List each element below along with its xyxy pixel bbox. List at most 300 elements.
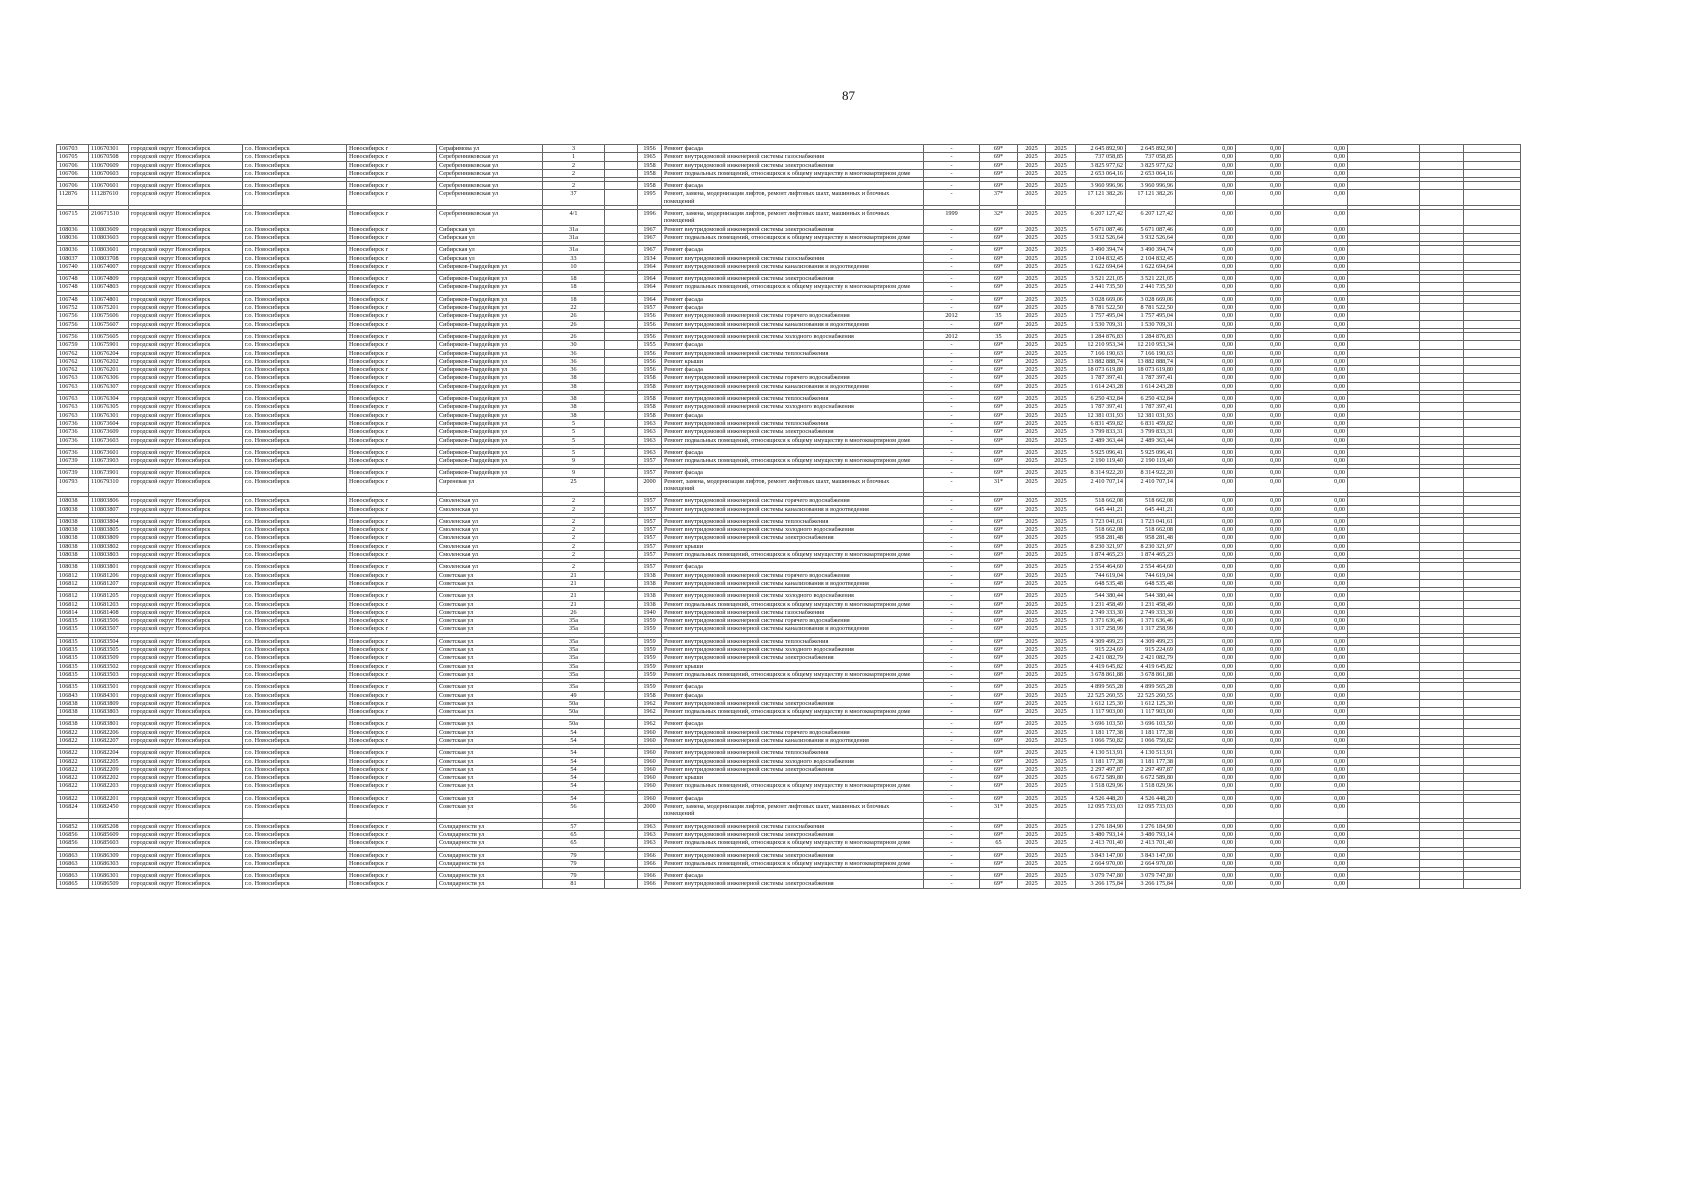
cell-plan-year-to: 2025 bbox=[1046, 477, 1076, 493]
cell-work-id: 110673604 bbox=[89, 419, 129, 427]
cell-work-id: 110682202 bbox=[89, 774, 129, 782]
table-row bbox=[57, 403, 1521, 411]
cell-municipality: городской округ Новосибирск bbox=[129, 851, 243, 859]
table-row bbox=[57, 374, 1521, 382]
cell-total-cost: 1 181 177,38 bbox=[1076, 757, 1126, 765]
cell-built-year: 1966 bbox=[638, 859, 662, 867]
cell-last-repair-year: - bbox=[924, 720, 980, 728]
cell-last-repair-year: - bbox=[924, 182, 980, 190]
cell-fund-cost: 645 441,21 bbox=[1126, 505, 1176, 513]
cell-budget-federal: 0,00 bbox=[1176, 691, 1236, 699]
cell-budget-federal: 0,00 bbox=[1176, 600, 1236, 608]
cell-work-type: Ремонт подвальных помещений, относящихся к общему имуществу в многоквартирном доме bbox=[662, 436, 924, 444]
cell-house-number: 1 bbox=[543, 153, 605, 161]
cell-plan-year-from: 2025 bbox=[1018, 332, 1046, 340]
cell-wear: 69* bbox=[980, 608, 1018, 616]
cell-extra-a bbox=[1348, 497, 1420, 505]
cell-total-cost: 3 678 861,88 bbox=[1076, 670, 1126, 678]
cell-fund-cost: 3 678 861,88 bbox=[1126, 670, 1176, 678]
cell-building bbox=[605, 670, 638, 678]
cell-wear: 69* bbox=[980, 691, 1018, 699]
cell-last-repair-year: - bbox=[924, 563, 980, 571]
cell-fund-cost: 1 181 177,38 bbox=[1126, 757, 1176, 765]
cell-house-id: 106739 bbox=[57, 469, 89, 477]
cell-plan-year-to: 2025 bbox=[1046, 395, 1076, 403]
cell-city: Новосибирск г bbox=[347, 304, 437, 312]
cell-built-year: 1963 bbox=[638, 419, 662, 427]
cell-settlement: г.о. Новосибирск bbox=[243, 403, 347, 411]
cell-city: Новосибирск г bbox=[347, 448, 437, 456]
cell-budget-local: 0,00 bbox=[1284, 872, 1348, 880]
cell-work-id: 110685603 bbox=[89, 839, 129, 847]
cell-total-cost: 1 614 243,28 bbox=[1076, 382, 1126, 390]
cell-extra-b bbox=[1420, 436, 1464, 444]
cell-budget-local: 0,00 bbox=[1284, 295, 1348, 303]
cell-settlement: г.о. Новосибирск bbox=[243, 534, 347, 542]
cell-street: Советская ул bbox=[437, 749, 543, 757]
cell-budget-regional: 0,00 bbox=[1236, 579, 1284, 587]
cell-building bbox=[605, 332, 638, 340]
cell-settlement: г.о. Новосибирск bbox=[243, 765, 347, 773]
cell-extra-b bbox=[1420, 782, 1464, 790]
cell-total-cost: 1 787 397,41 bbox=[1076, 374, 1126, 382]
cell-wear: 69* bbox=[980, 757, 1018, 765]
cell-built-year: 1960 bbox=[638, 765, 662, 773]
cell-last-repair-year: - bbox=[924, 822, 980, 830]
cell-settlement: г.о. Новосибирск bbox=[243, 145, 347, 153]
cell-total-cost: 1 276 184,90 bbox=[1076, 822, 1126, 830]
cell-extra-c bbox=[1464, 169, 1521, 177]
cell-extra-a bbox=[1348, 210, 1420, 226]
cell-built-year: 1956 bbox=[638, 312, 662, 320]
cell-house-id: 106835 bbox=[57, 654, 89, 662]
cell-budget-regional: 0,00 bbox=[1236, 872, 1284, 880]
cell-wear: 69* bbox=[980, 341, 1018, 349]
cell-city: Новосибирск г bbox=[347, 169, 437, 177]
cell-extra-a bbox=[1348, 794, 1420, 802]
cell-extra-a bbox=[1348, 608, 1420, 616]
cell-house-id: 106756 bbox=[57, 320, 89, 328]
cell-built-year: 1940 bbox=[638, 608, 662, 616]
cell-plan-year-to: 2025 bbox=[1046, 332, 1076, 340]
cell-extra-b bbox=[1420, 283, 1464, 291]
cell-plan-year-from: 2025 bbox=[1018, 190, 1046, 206]
cell-municipality: городской округ Новосибирск bbox=[129, 395, 243, 403]
cell-municipality: городской округ Новосибирск bbox=[129, 497, 243, 505]
cell-extra-b bbox=[1420, 830, 1464, 838]
cell-wear: 69* bbox=[980, 830, 1018, 838]
cell-total-cost: 8 230 321,97 bbox=[1076, 542, 1126, 550]
cell-city: Новосибирск г bbox=[347, 469, 437, 477]
cell-budget-federal: 0,00 bbox=[1176, 395, 1236, 403]
cell-extra-c bbox=[1464, 190, 1521, 206]
cell-total-cost: 12 381 031,93 bbox=[1076, 411, 1126, 419]
cell-fund-cost: 6 250 432,84 bbox=[1126, 395, 1176, 403]
cell-settlement: г.о. Новосибирск bbox=[243, 757, 347, 765]
cell-built-year: 1955 bbox=[638, 341, 662, 349]
cell-house-number: 35а bbox=[543, 637, 605, 645]
cell-extra-c bbox=[1464, 646, 1521, 654]
cell-extra-c bbox=[1464, 457, 1521, 465]
cell-built-year: 1959 bbox=[638, 654, 662, 662]
cell-last-repair-year: - bbox=[924, 448, 980, 456]
cell-extra-a bbox=[1348, 625, 1420, 633]
cell-plan-year-from: 2025 bbox=[1018, 246, 1046, 254]
cell-building bbox=[605, 145, 638, 153]
cell-street: Сибиряков-Гвардейцев ул bbox=[437, 411, 543, 419]
cell-house-number: 35а bbox=[543, 683, 605, 691]
cell-plan-year-to: 2025 bbox=[1046, 803, 1076, 819]
cell-plan-year-from: 2025 bbox=[1018, 374, 1046, 382]
cell-extra-c bbox=[1464, 592, 1521, 600]
cell-total-cost: 13 882 888,74 bbox=[1076, 357, 1126, 365]
cell-wear: 69* bbox=[980, 169, 1018, 177]
cell-budget-federal: 0,00 bbox=[1176, 505, 1236, 513]
cell-street: Сибиряков-Гвардейцев ул bbox=[437, 341, 543, 349]
table-row bbox=[57, 662, 1521, 670]
cell-total-cost: 3 960 996,96 bbox=[1076, 182, 1126, 190]
cell-street: Советская ул bbox=[437, 728, 543, 736]
cell-house-number: 31а bbox=[543, 246, 605, 254]
cell-total-cost: 1 518 029,96 bbox=[1076, 782, 1126, 790]
table-row bbox=[57, 670, 1521, 678]
cell-last-repair-year: - bbox=[924, 670, 980, 678]
cell-municipality: городской округ Новосибирск bbox=[129, 419, 243, 427]
cell-work-id: 110803809 bbox=[89, 534, 129, 542]
cell-plan-year-to: 2025 bbox=[1046, 145, 1076, 153]
cell-budget-regional: 0,00 bbox=[1236, 646, 1284, 654]
cell-street: Советская ул bbox=[437, 637, 543, 645]
cell-house-id: 106824 bbox=[57, 803, 89, 819]
cell-last-repair-year: - bbox=[924, 830, 980, 838]
cell-plan-year-to: 2025 bbox=[1046, 366, 1076, 374]
cell-budget-regional: 0,00 bbox=[1236, 254, 1284, 262]
cell-work-id: 110803603 bbox=[89, 233, 129, 241]
cell-municipality: городской округ Новосибирск bbox=[129, 332, 243, 340]
cell-extra-b bbox=[1420, 469, 1464, 477]
cell-budget-federal: 0,00 bbox=[1176, 880, 1236, 888]
cell-work-id: 110681206 bbox=[89, 571, 129, 579]
cell-extra-a bbox=[1348, 254, 1420, 262]
cell-municipality: городской округ Новосибирск bbox=[129, 654, 243, 662]
cell-house-id: 106835 bbox=[57, 683, 89, 691]
cell-budget-federal: 0,00 bbox=[1176, 312, 1236, 320]
cell-plan-year-to: 2025 bbox=[1046, 457, 1076, 465]
cell-budget-regional: 0,00 bbox=[1236, 803, 1284, 819]
cell-built-year: 1958 bbox=[638, 182, 662, 190]
cell-plan-year-to: 2025 bbox=[1046, 691, 1076, 699]
cell-plan-year-to: 2025 bbox=[1046, 822, 1076, 830]
cell-budget-local: 0,00 bbox=[1284, 190, 1348, 206]
cell-building bbox=[605, 312, 638, 320]
cell-wear: 69* bbox=[980, 822, 1018, 830]
cell-extra-a bbox=[1348, 822, 1420, 830]
cell-budget-federal: 0,00 bbox=[1176, 341, 1236, 349]
cell-settlement: г.о. Новосибирск bbox=[243, 749, 347, 757]
cell-house-number: 3 bbox=[543, 145, 605, 153]
cell-fund-cost: 2 664 970,00 bbox=[1126, 859, 1176, 867]
cell-budget-local: 0,00 bbox=[1284, 720, 1348, 728]
cell-wear: 69* bbox=[980, 182, 1018, 190]
cell-total-cost: 3 825 977,62 bbox=[1076, 161, 1126, 169]
cell-house-id: 106812 bbox=[57, 592, 89, 600]
cell-budget-local: 0,00 bbox=[1284, 403, 1348, 411]
cell-settlement: г.о. Новосибирск bbox=[243, 448, 347, 456]
cell-extra-c bbox=[1464, 859, 1521, 867]
cell-last-repair-year: - bbox=[924, 617, 980, 625]
cell-building bbox=[605, 720, 638, 728]
cell-total-cost: 18 073 619,80 bbox=[1076, 366, 1126, 374]
cell-plan-year-from: 2025 bbox=[1018, 822, 1046, 830]
cell-city: Новосибирск г bbox=[347, 182, 437, 190]
cell-budget-local: 0,00 bbox=[1284, 210, 1348, 226]
cell-wear: 69* bbox=[980, 749, 1018, 757]
cell-plan-year-from: 2025 bbox=[1018, 403, 1046, 411]
cell-last-repair-year: - bbox=[924, 625, 980, 633]
cell-municipality: городской округ Новосибирск bbox=[129, 880, 243, 888]
cell-extra-c bbox=[1464, 600, 1521, 608]
cell-city: Новосибирск г bbox=[347, 774, 437, 782]
cell-plan-year-from: 2025 bbox=[1018, 720, 1046, 728]
cell-wear: 31* bbox=[980, 803, 1018, 819]
cell-house-number: 4/1 bbox=[543, 210, 605, 226]
cell-wear: 69* bbox=[980, 794, 1018, 802]
cell-settlement: г.о. Новосибирск bbox=[243, 526, 347, 534]
cell-total-cost: 4 309 499,23 bbox=[1076, 637, 1126, 645]
cell-work-id: 110683503 bbox=[89, 670, 129, 678]
cell-work-id: 110803803 bbox=[89, 551, 129, 559]
cell-fund-cost: 1 066 750,82 bbox=[1126, 737, 1176, 745]
cell-building bbox=[605, 625, 638, 633]
cell-extra-a bbox=[1348, 320, 1420, 328]
cell-fund-cost: 12 095 733,03 bbox=[1126, 803, 1176, 819]
cell-extra-b bbox=[1420, 341, 1464, 349]
cell-work-id: 110675901 bbox=[89, 341, 129, 349]
cell-plan-year-to: 2025 bbox=[1046, 551, 1076, 559]
cell-work-id: 110803805 bbox=[89, 526, 129, 534]
cell-city: Новосибирск г bbox=[347, 419, 437, 427]
cell-work-type: Ремонт фасада bbox=[662, 469, 924, 477]
cell-plan-year-from: 2025 bbox=[1018, 683, 1046, 691]
cell-extra-a bbox=[1348, 579, 1420, 587]
cell-extra-c bbox=[1464, 765, 1521, 773]
cell-built-year: 1963 bbox=[638, 839, 662, 847]
cell-building bbox=[605, 341, 638, 349]
cell-total-cost: 1 622 694,64 bbox=[1076, 262, 1126, 270]
cell-budget-local: 0,00 bbox=[1284, 477, 1348, 493]
cell-house-id: 106736 bbox=[57, 419, 89, 427]
cell-last-repair-year: - bbox=[924, 600, 980, 608]
cell-fund-cost: 1 276 184,90 bbox=[1126, 822, 1176, 830]
cell-extra-a bbox=[1348, 617, 1420, 625]
cell-total-cost: 2 413 701,40 bbox=[1076, 839, 1126, 847]
cell-plan-year-from: 2025 bbox=[1018, 851, 1046, 859]
cell-budget-regional: 0,00 bbox=[1236, 625, 1284, 633]
cell-plan-year-to: 2025 bbox=[1046, 859, 1076, 867]
cell-house-id: 106756 bbox=[57, 312, 89, 320]
cell-budget-federal: 0,00 bbox=[1176, 233, 1236, 241]
cell-work-type: Ремонт внутридомовой инженерной системы холодного водоснабжения bbox=[662, 403, 924, 411]
cell-fund-cost: 6 831 459,82 bbox=[1126, 419, 1176, 427]
cell-wear: 69* bbox=[980, 448, 1018, 456]
cell-plan-year-from: 2025 bbox=[1018, 341, 1046, 349]
cell-extra-b bbox=[1420, 859, 1464, 867]
cell-city: Новосибирск г bbox=[347, 737, 437, 745]
cell-municipality: городской округ Новосибирск bbox=[129, 765, 243, 773]
cell-extra-c bbox=[1464, 683, 1521, 691]
cell-settlement: г.о. Новосибирск bbox=[243, 382, 347, 390]
cell-plan-year-from: 2025 bbox=[1018, 708, 1046, 716]
cell-extra-a bbox=[1348, 880, 1420, 888]
cell-fund-cost: 1 317 258,99 bbox=[1126, 625, 1176, 633]
cell-last-repair-year: - bbox=[924, 341, 980, 349]
cell-fund-cost: 3 490 394,74 bbox=[1126, 246, 1176, 254]
cell-budget-federal: 0,00 bbox=[1176, 153, 1236, 161]
cell-street: Советская ул bbox=[437, 699, 543, 707]
cell-work-type: Ремонт внутридомовой инженерной системы холодного водоснабжения bbox=[662, 526, 924, 534]
cell-budget-regional: 0,00 bbox=[1236, 210, 1284, 226]
cell-street: Сибиряков-Гвардейцев ул bbox=[437, 395, 543, 403]
cell-building bbox=[605, 617, 638, 625]
cell-street: Советская ул bbox=[437, 782, 543, 790]
cell-street: Сибиряков-Гвардейцев ул bbox=[437, 275, 543, 283]
cell-extra-b bbox=[1420, 822, 1464, 830]
cell-settlement: г.о. Новосибирск bbox=[243, 436, 347, 444]
cell-city: Новосибирск г bbox=[347, 403, 437, 411]
cell-fund-cost: 8 230 321,97 bbox=[1126, 542, 1176, 550]
cell-extra-c bbox=[1464, 749, 1521, 757]
cell-built-year: 1963 bbox=[638, 436, 662, 444]
cell-wear: 69* bbox=[980, 419, 1018, 427]
cell-budget-federal: 0,00 bbox=[1176, 225, 1236, 233]
cell-built-year: 1958 bbox=[638, 169, 662, 177]
cell-extra-b bbox=[1420, 304, 1464, 312]
cell-municipality: городской округ Новосибирск bbox=[129, 320, 243, 328]
cell-house-id: 106740 bbox=[57, 262, 89, 270]
cell-city: Новосибирск г bbox=[347, 670, 437, 678]
cell-last-repair-year: - bbox=[924, 411, 980, 419]
cell-wear: 69* bbox=[980, 708, 1018, 716]
cell-house-number: 54 bbox=[543, 749, 605, 757]
table-row bbox=[57, 579, 1521, 587]
cell-house-number: 18 bbox=[543, 275, 605, 283]
cell-budget-local: 0,00 bbox=[1284, 448, 1348, 456]
cell-extra-c bbox=[1464, 830, 1521, 838]
cell-plan-year-to: 2025 bbox=[1046, 765, 1076, 773]
cell-city: Новосибирск г bbox=[347, 542, 437, 550]
cell-last-repair-year: - bbox=[924, 654, 980, 662]
cell-house-id: 106736 bbox=[57, 448, 89, 456]
cell-building bbox=[605, 579, 638, 587]
cell-work-id: 110803601 bbox=[89, 246, 129, 254]
cell-built-year: 1956 bbox=[638, 145, 662, 153]
cell-total-cost: 3 266 175,84 bbox=[1076, 880, 1126, 888]
cell-municipality: городской округ Новосибирск bbox=[129, 448, 243, 456]
cell-total-cost: 2 664 970,00 bbox=[1076, 859, 1126, 867]
cell-plan-year-to: 2025 bbox=[1046, 608, 1076, 616]
cell-built-year: 1960 bbox=[638, 794, 662, 802]
cell-last-repair-year: - bbox=[924, 382, 980, 390]
cell-plan-year-to: 2025 bbox=[1046, 592, 1076, 600]
cell-budget-regional: 0,00 bbox=[1236, 295, 1284, 303]
cell-extra-a bbox=[1348, 774, 1420, 782]
cell-last-repair-year: - bbox=[924, 395, 980, 403]
cell-work-type: Ремонт фасада bbox=[662, 872, 924, 880]
cell-building bbox=[605, 349, 638, 357]
cell-work-id: 110683501 bbox=[89, 683, 129, 691]
cell-budget-federal: 0,00 bbox=[1176, 517, 1236, 525]
cell-building bbox=[605, 497, 638, 505]
cell-extra-b bbox=[1420, 765, 1464, 773]
cell-house-id: 106822 bbox=[57, 782, 89, 790]
cell-wear: 69* bbox=[980, 851, 1018, 859]
cell-total-cost: 12 210 953,34 bbox=[1076, 341, 1126, 349]
cell-plan-year-to: 2025 bbox=[1046, 403, 1076, 411]
cell-house-id: 106838 bbox=[57, 720, 89, 728]
cell-budget-regional: 0,00 bbox=[1236, 551, 1284, 559]
cell-built-year: 1958 bbox=[638, 403, 662, 411]
cell-extra-a bbox=[1348, 332, 1420, 340]
cell-wear: 69* bbox=[980, 526, 1018, 534]
cell-building bbox=[605, 757, 638, 765]
cell-budget-regional: 0,00 bbox=[1236, 153, 1284, 161]
cell-built-year: 1938 bbox=[638, 600, 662, 608]
cell-work-id: 110686509 bbox=[89, 880, 129, 888]
cell-plan-year-from: 2025 bbox=[1018, 295, 1046, 303]
table-row bbox=[57, 608, 1521, 616]
cell-extra-b bbox=[1420, 749, 1464, 757]
cell-wear: 69* bbox=[980, 145, 1018, 153]
cell-settlement: г.о. Новосибирск bbox=[243, 625, 347, 633]
cell-total-cost: 4 899 565,28 bbox=[1076, 683, 1126, 691]
cell-street: Сибиряков-Гвардейцев ул bbox=[437, 295, 543, 303]
cell-house-number: 2 bbox=[543, 551, 605, 559]
cell-house-number: 54 bbox=[543, 765, 605, 773]
cell-extra-c bbox=[1464, 182, 1521, 190]
cell-budget-local: 0,00 bbox=[1284, 728, 1348, 736]
cell-last-repair-year: - bbox=[924, 708, 980, 716]
cell-settlement: г.о. Новосибирск bbox=[243, 357, 347, 365]
cell-plan-year-to: 2025 bbox=[1046, 254, 1076, 262]
cell-settlement: г.о. Новосибирск bbox=[243, 477, 347, 493]
cell-fund-cost: 2 410 707,14 bbox=[1126, 477, 1176, 493]
cell-extra-b bbox=[1420, 600, 1464, 608]
cell-settlement: г.о. Новосибирск bbox=[243, 617, 347, 625]
cell-budget-regional: 0,00 bbox=[1236, 332, 1284, 340]
cell-plan-year-from: 2025 bbox=[1018, 757, 1046, 765]
cell-street: Советская ул bbox=[437, 720, 543, 728]
table-row bbox=[57, 411, 1521, 419]
table-row bbox=[57, 749, 1521, 757]
cell-house-id: 108036 bbox=[57, 246, 89, 254]
cell-built-year: 1964 bbox=[638, 283, 662, 291]
cell-extra-c bbox=[1464, 262, 1521, 270]
cell-house-id: 106763 bbox=[57, 411, 89, 419]
cell-extra-b bbox=[1420, 161, 1464, 169]
cell-budget-federal: 0,00 bbox=[1176, 382, 1236, 390]
cell-work-type: Ремонт крыши bbox=[662, 774, 924, 782]
cell-wear: 69* bbox=[980, 551, 1018, 559]
cell-house-number: 57 bbox=[543, 822, 605, 830]
cell-city: Новосибирск г bbox=[347, 295, 437, 303]
cell-plan-year-from: 2025 bbox=[1018, 737, 1046, 745]
cell-budget-regional: 0,00 bbox=[1236, 782, 1284, 790]
cell-budget-federal: 0,00 bbox=[1176, 765, 1236, 773]
cell-house-id: 106762 bbox=[57, 366, 89, 374]
cell-budget-regional: 0,00 bbox=[1236, 190, 1284, 206]
cell-total-cost: 2 554 464,60 bbox=[1076, 563, 1126, 571]
cell-city: Новосибирск г bbox=[347, 497, 437, 505]
